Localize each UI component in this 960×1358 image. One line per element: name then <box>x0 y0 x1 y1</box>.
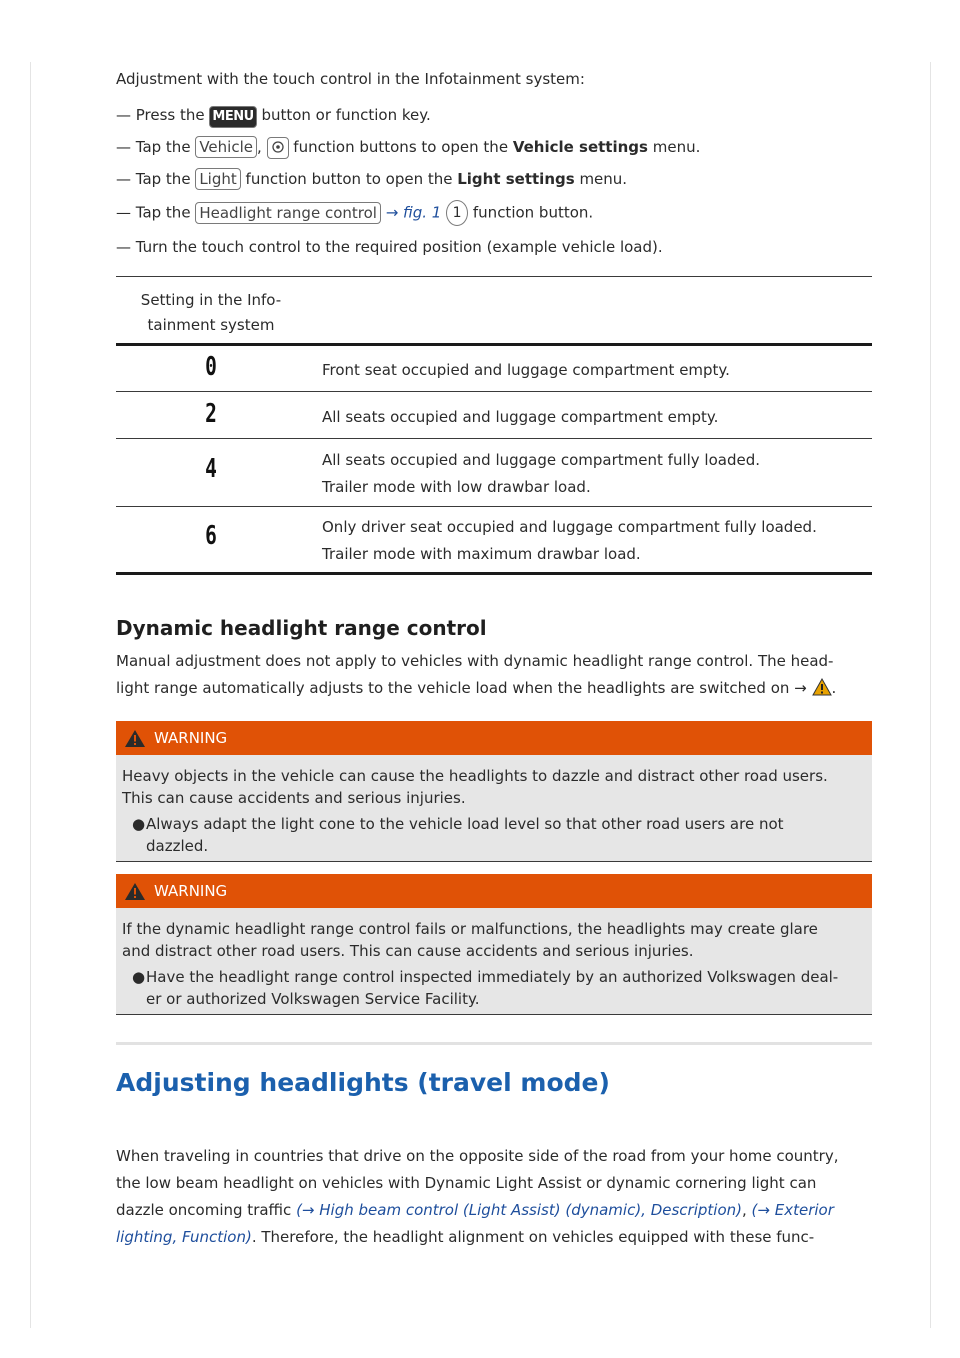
warning-body: Heavy objects in the vehicle can cause the headlights to dazzle and distract other road users. This can cause accidents and serious injuries. ● Always adapt the light cone to the vehicle load level so that other road users are not dazzled. <box>116 755 872 862</box>
table-row-rule <box>116 506 872 507</box>
page-right-rule <box>930 62 931 1328</box>
warning-triangle-icon[interactable] <box>812 678 832 696</box>
exterior-lighting-reference-link[interactable]: (→ Exterior <box>751 1201 834 1219</box>
dynamic-text-line: light range automatically adjusts to the vehicle load when the headlights are switched on → . <box>116 679 837 697</box>
warning-bullet: ● Have the headlight range control inspected immediately by an authorized Volkswagen deal- <box>132 968 839 986</box>
warning-body: If the dynamic headlight range control fails or malfunctions, the headlights may create glare and distract other road users. This can cause accidents and serious injuries. ● Have the headlight range control inspected immediately by an authorized Volkswagen deal- er or authorized Volkswagen Service Facility. <box>116 908 872 1015</box>
section-divider <box>116 1042 872 1045</box>
intro-text: Adjustment with the touch control in the Infotainment system: <box>116 70 585 88</box>
step-press-menu: — Press the MENU button or function key. <box>116 104 431 128</box>
page-left-rule <box>30 62 31 1328</box>
light-button[interactable]: Light <box>195 168 240 190</box>
warning-bullet: ● Always adapt the light cone to the vehicle load level so that other road users are not <box>132 815 784 833</box>
table-bottom-rule <box>116 572 872 575</box>
step-tap-light: — Tap the Light function button to open the Light settings menu. <box>116 170 628 188</box>
step-turn-control: — Turn the touch control to the required position (example vehicle load). <box>116 238 663 256</box>
warning-triangle-icon <box>124 882 146 901</box>
warning-header: WARNING <box>116 721 872 755</box>
vehicle-settings-icon[interactable] <box>267 137 289 159</box>
setting-value: 0 <box>205 352 217 382</box>
headlight-range-control-button[interactable]: Headlight range control <box>195 202 381 224</box>
section-heading-dynamic: Dynamic headlight range control <box>116 616 487 640</box>
high-beam-reference-link[interactable]: (→ High beam control (Light Assist) (dynamic), Description) <box>296 1201 742 1219</box>
warning-triangle-icon <box>124 729 146 748</box>
bullet-dot-icon: ● <box>132 815 146 833</box>
travel-text-line: When traveling in countries that drive on the opposite side of the road from your home country, <box>116 1147 839 1165</box>
table-cell: Only driver seat occupied and luggage compartment fully loaded. <box>322 518 817 536</box>
table-row-rule <box>116 438 872 439</box>
table-header: Setting in the Info- tainment system <box>140 291 282 334</box>
setting-value: 2 <box>205 399 217 429</box>
step-tap-headlight-range: — Tap the Headlight range control → fig. 1 1 function button. <box>116 200 593 226</box>
exterior-lighting-reference-link[interactable]: lighting, Function) <box>116 1228 252 1246</box>
table-cell: All seats occupied and luggage compartment fully loaded. <box>322 451 761 469</box>
table-top-rule <box>116 276 872 277</box>
vehicle-button[interactable]: Vehicle <box>195 136 257 158</box>
section-heading-travel-mode: Adjusting headlights (travel mode) <box>116 1068 610 1097</box>
bullet-dot-icon: ● <box>132 968 146 986</box>
callout-number: 1 <box>446 200 468 226</box>
menu-button[interactable]: MENU <box>209 106 256 128</box>
travel-text-line: the low beam headlight on vehicles with Dynamic Light Assist or dynamic cornering light can <box>116 1174 817 1192</box>
travel-text-line: dazzle oncoming traffic (→ High beam control (Light Assist) (dynamic), Description), (→ Exterior <box>116 1201 834 1219</box>
table-cell: Trailer mode with maximum drawbar load. <box>322 545 641 563</box>
step-tap-vehicle: — Tap the Vehicle , function buttons to open the Vehicle settings menu. <box>116 136 700 159</box>
table-cell: All seats occupied and luggage compartment empty. <box>322 408 719 426</box>
dynamic-text-line: Manual adjustment does not apply to vehicles with dynamic headlight range control. The head- <box>116 652 834 670</box>
table-cell: Trailer mode with low drawbar load. <box>322 478 591 496</box>
table-row-rule <box>116 391 872 392</box>
fig-reference-link[interactable]: → fig. 1 <box>380 203 447 222</box>
travel-text-line: lighting, Function). Therefore, the headlight alignment on vehicles equipped with these func- <box>116 1228 815 1246</box>
setting-value: 4 <box>205 454 217 484</box>
table-header-rule <box>116 343 872 346</box>
setting-value: 6 <box>205 521 217 551</box>
warning-header: WARNING <box>116 874 872 908</box>
table-cell: Front seat occupied and luggage compartment empty. <box>322 361 730 379</box>
